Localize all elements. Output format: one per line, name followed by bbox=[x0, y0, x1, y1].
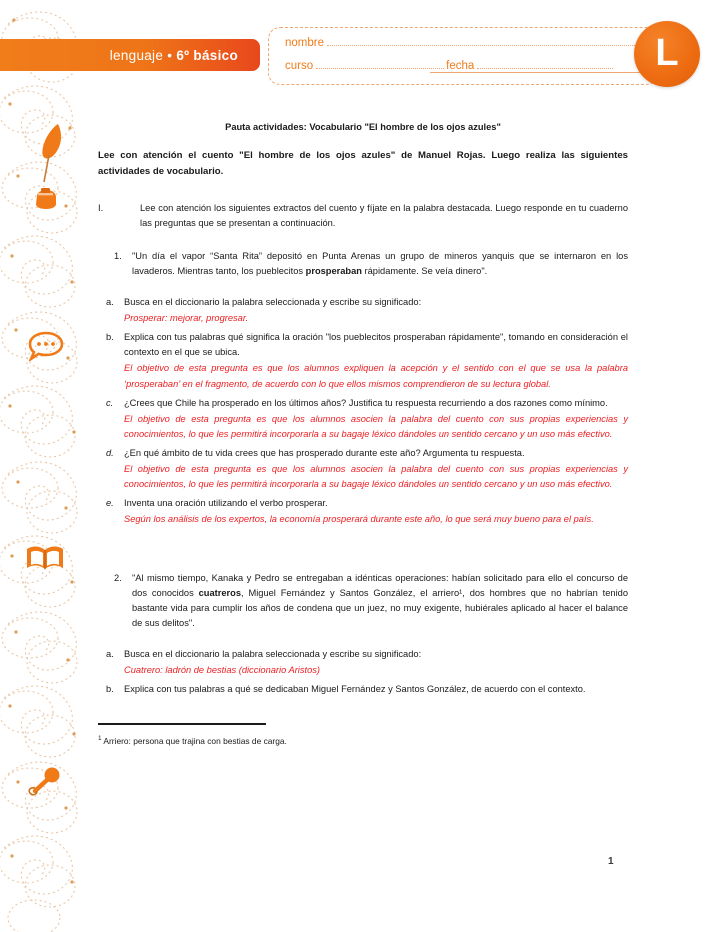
lettered-item bbox=[98, 496, 628, 527]
lettered-item-marker: d. bbox=[106, 447, 114, 458]
lettered-item bbox=[98, 330, 628, 391]
answer-text: Prosperar: mejorar, progresar. bbox=[124, 313, 249, 324]
quote-part-after: rápidamente. Se veía dinero". bbox=[361, 266, 488, 277]
intro-paragraph: Lee con atención el cuento "El hombre de los ojos azules" de Manuel Rojas. Luego realiza las siguientes actividades de vocabulario. bbox=[98, 150, 628, 177]
inkwell-icon bbox=[33, 188, 59, 210]
numbered-item bbox=[98, 571, 628, 631]
quote-text bbox=[132, 249, 628, 279]
lettered-list bbox=[98, 295, 628, 527]
subject-grade-text bbox=[110, 48, 238, 63]
section-roman-text: Lee con atención los siguientes extractos del cuento y fíjate en la palabra destacada. Luego responde en tu cuaderno las preguntas que se presentan a continuación. bbox=[140, 203, 628, 229]
page-number: 1 bbox=[608, 856, 614, 867]
quote-part-before: "Un día el vapor “Santa Rita” depositó en Punta Arenas un grupo de mineros yanquis que se internaron en los lavaderos. Mientras tanto, los pueblecitos bbox=[132, 251, 628, 277]
nombre-input-line[interactable] bbox=[327, 44, 635, 46]
lettered-item-marker: a. bbox=[106, 649, 114, 660]
highlighted-word: prosperaban bbox=[305, 266, 362, 277]
quote-part-after: , Miguel Fernández y Santos González, el arriero¹, dos hombres que no habrían tenido bastante vida para cumplir los años de condena que un juez, no muy exigente, hubiérales aplicado al hacer el balance de sus delitos". bbox=[132, 587, 628, 629]
question-text: Busca en el diccionario la palabra seleccionada y escribe su significado: bbox=[124, 649, 422, 660]
footnote-text: Arriero: persona que trajina con bestias de carga. bbox=[101, 736, 287, 747]
fecha-input-line[interactable] bbox=[477, 67, 613, 69]
section-gap bbox=[98, 527, 628, 557]
lettered-item-marker: b. bbox=[106, 332, 114, 343]
grade-label: 6º básico bbox=[176, 47, 238, 63]
curso-fecha-field-row[interactable] bbox=[285, 60, 615, 72]
answer-text: Cuatrero: ladrón de bestias (diccionario Aristos) bbox=[124, 665, 321, 676]
subject-badge bbox=[634, 21, 700, 87]
lettered-item bbox=[98, 446, 628, 492]
lettered-item-body bbox=[124, 682, 628, 697]
question-text: ¿Crees que Chile ha prosperado en los últimos años? Justifica tu respuesta recurriendo a dos razones como mínimo. bbox=[124, 397, 608, 408]
question-text: ¿En qué ámbito de tu vida crees que has prosperado durante este año? Argumenta tu respuesta. bbox=[124, 447, 525, 458]
answer-text: El objetivo de esta pregunta es que los alumnos asocien la palabra del cuento con sus propias experiencias y conocimientos, lo que les permitirá incorporarla a su bagaje léxico dándoles un sentido cercano y un uso más efectivo. bbox=[124, 463, 628, 489]
lettered-item bbox=[98, 682, 628, 697]
lettered-item bbox=[98, 647, 628, 678]
numbered-item-marker: 2. bbox=[114, 572, 122, 583]
lettered-item-body bbox=[124, 647, 628, 678]
section-roman-i bbox=[98, 201, 628, 231]
lettered-item-body bbox=[124, 295, 628, 326]
student-fields-box bbox=[268, 27, 658, 85]
decorative-left-strip bbox=[0, 0, 86, 932]
document-body bbox=[98, 112, 628, 748]
lettered-item bbox=[98, 396, 628, 442]
question-text: Explica con tus palabras qué significa la oración "los pueblecitos prosperaban rápidamente", tomando en consideración el contexto en el que se ubica. bbox=[124, 332, 628, 358]
numbered-item bbox=[98, 249, 628, 279]
subject-label: lenguaje bbox=[109, 47, 164, 63]
quill-pen-icon bbox=[38, 122, 64, 184]
lettered-item-body bbox=[124, 496, 628, 527]
curso-input-line[interactable] bbox=[316, 67, 444, 69]
lettered-item-body bbox=[124, 446, 628, 492]
speech-bubble-icon bbox=[27, 331, 65, 361]
nombre-label: nombre bbox=[285, 37, 324, 49]
question-text: Inventa una oración utilizando el verbo prosperar. bbox=[124, 497, 328, 508]
lettered-item bbox=[98, 295, 628, 326]
section-roman-marker: I. bbox=[98, 203, 104, 214]
microphone-icon bbox=[26, 767, 62, 797]
quote-part-before: "Al mismo tiempo, Kanaka y Pedro se entregaban a idénticas operaciones: habían solicitado para ello el concurso de dos conocidos bbox=[132, 572, 628, 598]
quote-text bbox=[132, 571, 628, 631]
lettered-item-body bbox=[124, 330, 628, 391]
lettered-item-marker: b. bbox=[106, 684, 114, 695]
lettered-item-body bbox=[124, 396, 628, 442]
lettered-list bbox=[98, 647, 628, 697]
answer-text: El objetivo de esta pregunta es que los alumnos expliquen la acepción y el sentido con el que se usa la palabra ‘prosperaban’ en el fragmento, de acuerdo con lo que ellos mismos comprendieron de su lectura global. bbox=[124, 363, 628, 389]
lettered-item-marker: c. bbox=[106, 397, 114, 408]
badge-letter: L bbox=[655, 32, 679, 74]
header-rule bbox=[430, 72, 658, 73]
fecha-label: fecha bbox=[446, 60, 475, 72]
highlighted-word: cuatreros bbox=[198, 587, 241, 598]
footnote-divider bbox=[98, 723, 266, 725]
page-header bbox=[0, 0, 720, 108]
answer-text: El objetivo de esta pregunta es que los alumnos asocien la palabra del cuento con sus propias experiencias y conocimientos, lo que les permitirá incorporarla a su bagaje léxico dándoles un sentido cercano y un uso más efectivo. bbox=[124, 413, 628, 439]
nombre-field-row[interactable] bbox=[285, 37, 637, 49]
question-text: Explica con tus palabras a qué se dedicaban Miguel Fernández y Santos González, de acuerdo con el contexto. bbox=[124, 684, 586, 695]
lettered-item-marker: a. bbox=[106, 297, 114, 308]
numbered-list bbox=[98, 249, 628, 697]
footnote-marker: 1 bbox=[98, 735, 102, 743]
footnote bbox=[98, 734, 628, 747]
separator-dot: • bbox=[167, 47, 173, 63]
open-book-icon bbox=[25, 543, 65, 573]
page-title: Pauta actividades: Vocabulario "El hombre de los ojos azules" bbox=[225, 122, 501, 132]
numbered-items-list bbox=[98, 249, 628, 697]
subject-grade-tab bbox=[0, 39, 260, 71]
question-text: Busca en el diccionario la palabra seleccionada y escribe su significado: bbox=[124, 297, 422, 308]
curso-label: curso bbox=[285, 60, 314, 72]
answer-text: Según los análisis de los expertos, la economía prosperará durante este año, lo que será muy bueno para el país. bbox=[124, 513, 594, 524]
lettered-item-marker: e. bbox=[106, 497, 114, 508]
numbered-item-marker: 1. bbox=[114, 251, 122, 262]
